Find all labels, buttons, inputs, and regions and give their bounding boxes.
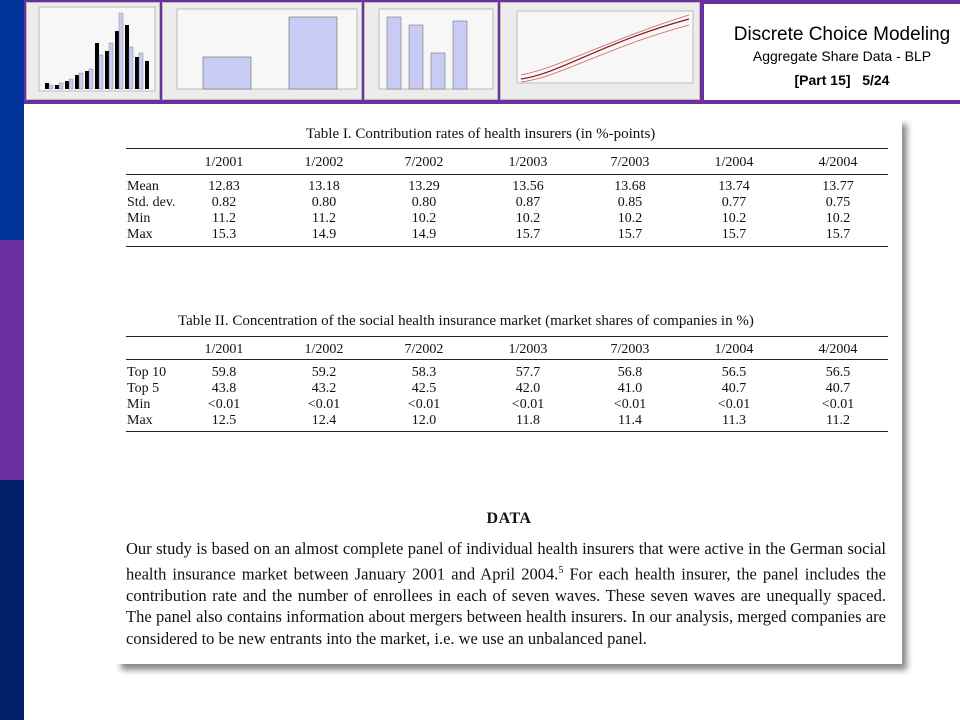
row-label: Top 10 xyxy=(127,365,167,380)
row-label: Min xyxy=(127,397,151,412)
thumbnail-line-plot-graphic xyxy=(501,3,699,99)
table-cell: 11.8 xyxy=(516,413,540,428)
left-accent-bar xyxy=(0,0,24,720)
thumbnail-bar-chart-two-graphic xyxy=(163,3,361,99)
table-cell: 13.56 xyxy=(512,179,544,194)
table-cell: 15.3 xyxy=(211,227,237,242)
table-cell: 10.2 xyxy=(825,211,851,226)
table-cell: 0.82 xyxy=(211,195,237,210)
column-header: 7/2002 xyxy=(404,342,444,357)
table-cell: 11.2 xyxy=(312,211,336,226)
slide-page-number: 5/24 xyxy=(862,72,890,88)
column-header: 1/2001 xyxy=(204,155,244,170)
table-cell: 10.2 xyxy=(617,211,643,226)
thumbnail-line-plot xyxy=(500,2,700,100)
thumbnail-histogram xyxy=(26,2,160,100)
data-section-paragraph xyxy=(126,538,886,649)
table-cell: 0.75 xyxy=(825,195,851,210)
column-header: 7/2003 xyxy=(610,342,650,357)
table-cell: 12.5 xyxy=(211,413,237,428)
row-label: Std. dev. xyxy=(127,195,176,210)
table-cell: 56.5 xyxy=(825,365,851,380)
thumbnail-histogram-graphic xyxy=(27,3,159,99)
column-header: 4/2004 xyxy=(818,155,858,170)
table-cell: 13.77 xyxy=(822,179,854,194)
table-cell: 13.68 xyxy=(614,179,646,194)
table-cell: <0.01 xyxy=(307,397,341,412)
table-cell: 10.2 xyxy=(515,211,541,226)
slide-page-indicator xyxy=(704,72,960,88)
table-cell: <0.01 xyxy=(511,397,545,412)
table-cell: 41.0 xyxy=(617,381,643,396)
table-cell: 0.77 xyxy=(721,195,747,210)
table-cell: 14.9 xyxy=(411,227,437,242)
table-caption: Table II. Concentration of the social health insurance market (market shares of companies in %) xyxy=(178,313,754,329)
table-rule-header xyxy=(126,359,888,360)
slide-header-strip xyxy=(24,0,960,104)
table-cell: 10.2 xyxy=(411,211,437,226)
thumbnail-bar-chart-five-graphic xyxy=(365,3,497,99)
table-cell: 42.5 xyxy=(411,381,437,396)
thumbnail-bar-chart-five xyxy=(364,2,498,100)
table-cell: 13.18 xyxy=(308,179,340,194)
row-label: Mean xyxy=(127,179,159,194)
table-cell: 15.7 xyxy=(515,227,541,242)
column-header: 1/2003 xyxy=(508,155,548,170)
table-cell: 0.85 xyxy=(617,195,643,210)
document-excerpt xyxy=(116,118,902,664)
table-rule-bottom xyxy=(126,431,888,432)
row-label: Top 5 xyxy=(127,381,160,396)
sidebar-navy-block xyxy=(0,480,24,720)
column-header: 1/2002 xyxy=(304,342,344,357)
column-header: 1/2001 xyxy=(204,342,244,357)
table-cell: 15.7 xyxy=(825,227,851,242)
table-cell: 0.80 xyxy=(311,195,337,210)
column-header: 1/2004 xyxy=(714,342,754,357)
row-label: Max xyxy=(127,227,153,242)
table-cell: 42.0 xyxy=(515,381,541,396)
slide-part: [Part 15] xyxy=(794,72,851,88)
column-header: 4/2004 xyxy=(818,342,858,357)
table-cell: 13.74 xyxy=(718,179,750,194)
table-cell: 14.9 xyxy=(311,227,337,242)
table-cell: 40.7 xyxy=(721,381,747,396)
slide-title: Discrete Choice Modeling xyxy=(733,24,951,45)
thumbnail-bar-chart-two xyxy=(162,2,362,100)
table-cell: 43.2 xyxy=(311,381,337,396)
data-section-heading: DATA xyxy=(486,510,532,527)
paragraph-part-1: Our study is based on an almost complete panel of individual health insurers that were active in the German social health insurance market between January 2001 and April 2004. xyxy=(126,539,886,583)
table-cell: <0.01 xyxy=(613,397,647,412)
table-rule-top xyxy=(126,148,888,149)
table-cell: 11.2 xyxy=(826,413,850,428)
table-cell: <0.01 xyxy=(821,397,855,412)
sidebar-blue-block xyxy=(0,0,24,240)
table-cell: <0.01 xyxy=(407,397,441,412)
table-cell: <0.01 xyxy=(207,397,241,412)
table-cell: 11.3 xyxy=(722,413,746,428)
row-label: Min xyxy=(127,211,151,226)
table-cell: 58.3 xyxy=(411,365,437,380)
slide-subtitle: Aggregate Share Data - BLP xyxy=(752,48,932,64)
column-header: 7/2003 xyxy=(610,155,650,170)
table-cell: 12.4 xyxy=(311,413,337,428)
column-header: 1/2003 xyxy=(508,342,548,357)
sidebar-purple-block xyxy=(0,240,24,480)
column-header: 1/2002 xyxy=(304,155,344,170)
column-header: 1/2004 xyxy=(714,155,754,170)
table-cell: 12.0 xyxy=(411,413,437,428)
table-cell: 57.7 xyxy=(515,365,541,380)
table-cell: 12.83 xyxy=(208,179,240,194)
table-rule-bottom xyxy=(126,246,888,247)
table-cell: 0.80 xyxy=(411,195,437,210)
table-cell: 40.7 xyxy=(825,381,851,396)
table-cell: 10.2 xyxy=(721,211,747,226)
table-cell: 59.2 xyxy=(311,365,337,380)
table-cell: 56.8 xyxy=(617,365,643,380)
table-cell: 43.8 xyxy=(211,381,237,396)
table-cell: 13.29 xyxy=(408,179,440,194)
table-cell: 15.7 xyxy=(617,227,643,242)
table-cell: 11.2 xyxy=(212,211,236,226)
column-header: 7/2002 xyxy=(404,155,444,170)
table-rule-top xyxy=(126,336,888,337)
table-cell: 56.5 xyxy=(721,365,747,380)
paragraph-part-2: For each health insurer, the panel includes the contribution rate and the number of enrollees in each of seven waves. These seven waves are unequally spaced. The panel also contains information about mergers between health insurers. In our analysis, merged companies are considered to be new entrants into the market, i.e. we use an unbalanced panel. xyxy=(126,564,886,648)
table-caption: Table I. Contribution rates of health insurers (in %-points) xyxy=(306,126,656,142)
table-rule-header xyxy=(126,174,888,175)
table-cell: 59.8 xyxy=(211,365,237,380)
slide-title-box xyxy=(702,2,960,102)
table-cell: 11.4 xyxy=(618,413,642,428)
table-cell: 0.87 xyxy=(515,195,541,210)
row-label: Max xyxy=(127,413,153,428)
table-cell: <0.01 xyxy=(717,397,751,412)
table-cell: 15.7 xyxy=(721,227,747,242)
footnote-marker: 5 xyxy=(558,564,564,576)
